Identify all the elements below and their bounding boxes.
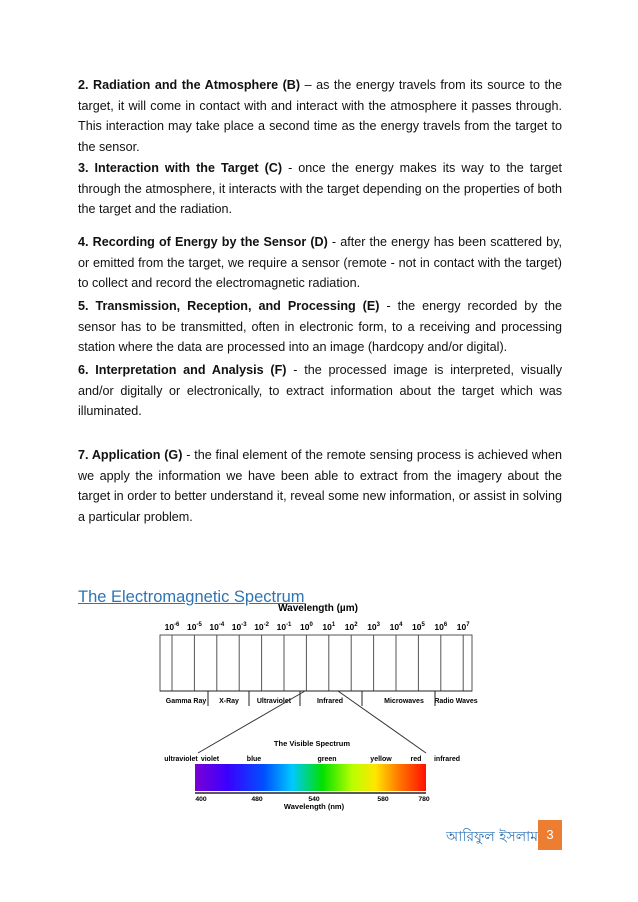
paragraph-body: - once the energy makes its way to the target through the atmosphere, it interacts with the target depending on the properties of both the target and the radiation. (78, 161, 562, 216)
spectrum-box (160, 635, 472, 691)
exponent-tick-label: $10^7$ (456, 622, 470, 632)
region-label: Ultraviolet (256, 698, 292, 705)
section-title: The Electromagnetic Spectrum (78, 588, 305, 606)
region-labels (166, 691, 478, 706)
paragraph-body: - the final element of the remote sensing process is achieved when we apply the information we have been able to extract from the imagery about the target in order to better understand it, reveal some new information, or assist in solving a particular problem. (78, 448, 562, 524)
region-label: Gamma Ray (165, 698, 207, 705)
paragraph-heading: 6. Interpretation and Analysis (F) (78, 363, 287, 377)
footer-author: আরিফুল ইসলাম (446, 829, 538, 845)
spectrum-grid (172, 635, 463, 691)
visible-color-label: yellow (370, 756, 392, 763)
paragraph-heading: 5. Transmission, Reception, and Processing (E) (78, 299, 380, 313)
region-label: Microwaves (384, 698, 424, 705)
visible-color-label: red (410, 756, 422, 763)
exponent-tick-label: $10^{-3}$ (231, 622, 247, 632)
top-axis-title: Wavelength (µm) (278, 603, 358, 614)
exponent-tick-label: $10^6$ (434, 622, 448, 632)
paragraph-body: - the energy recorded by the sensor has to be transmitted, often in electronic form, to a receiving and processing station where the data are processed into an image (hardcopy and/or digital). (78, 299, 563, 354)
visible-tick-label: 480 (251, 796, 263, 803)
visible-color-label: infrared (433, 756, 461, 763)
exponent-tick-label: $10^{-4}$ (209, 622, 225, 632)
paragraph-transmission (78, 296, 562, 358)
paragraph-heading: 3. Interaction with the Target (C) (78, 161, 283, 175)
exponent-tick-label: $10^1$ (322, 622, 336, 632)
visible-spectrum-title: The Visible Spectrum (273, 739, 351, 748)
paragraph-heading: 7. Application (G) (78, 448, 183, 462)
paragraph-radiation-atmosphere (78, 75, 562, 157)
paragraph-interaction-target (78, 158, 562, 220)
visible-color-label: violet (200, 756, 220, 763)
exponent-tick-label: $10^5$ (411, 622, 425, 632)
paragraph-interpretation (78, 360, 562, 422)
visible-color-label: green (317, 756, 337, 763)
paragraph-recording-energy (78, 232, 562, 294)
visible-tick-label: 540 (308, 796, 320, 803)
exponent-tick-label: $10^3$ (367, 622, 381, 632)
visible-color-label: blue (246, 756, 262, 763)
visible-tick-label: 580 (377, 796, 389, 803)
exponent-tick-label: $10^{-5}$ (186, 622, 202, 632)
exponent-tick-label: $10^{-6}$ (164, 622, 180, 632)
spectrum-figure (0, 600, 638, 815)
exponent-tick-label: $10^0$ (299, 622, 313, 632)
paragraph-application (78, 445, 562, 527)
exponent-tick-label: $10^{-2}$ (254, 622, 270, 632)
page-number: 3 (538, 820, 562, 850)
paragraph-body: - after the energy has been scattered by, or emitted from the target, we require a sensor (remote - not in contact with the target) to collect and record the electromagnetic radiation. (78, 235, 562, 290)
exponent-tick-label: $10^{-1}$ (276, 622, 292, 632)
paragraph-body: - the processed image is interpreted, visually and/or digitally or electronically, to extract information about the target which was illuminated. (78, 363, 562, 418)
visible-labels (164, 756, 460, 763)
visible-tick-label: 400 (195, 796, 207, 803)
region-label: Radio Waves (434, 698, 478, 705)
exponent-tick-label: $10^2$ (344, 622, 358, 632)
bottom-axis-title: Wavelength (nm) (283, 802, 345, 811)
region-label: Infrared (316, 698, 344, 705)
paragraph-heading: 4. Recording of Energy by the Sensor (D) (78, 235, 328, 249)
region-label: X-Ray (219, 698, 239, 705)
paragraph-body: – as the energy travels from its source to the target, it will come in contact with and interact with the atmosphere it passes through. This interaction may take place a second time as the energy travels from the target to the sensor. (78, 78, 562, 154)
exponent-tick-label: $10^4$ (389, 622, 403, 632)
visible-tick-label: 780 (418, 796, 430, 803)
exponent-ticks (165, 622, 471, 632)
visible-spectrum-bar (195, 764, 426, 791)
paragraph-heading: 2. Radiation and the Atmosphere (B) (78, 78, 301, 92)
visible-color-label: ultraviolet (164, 756, 198, 763)
